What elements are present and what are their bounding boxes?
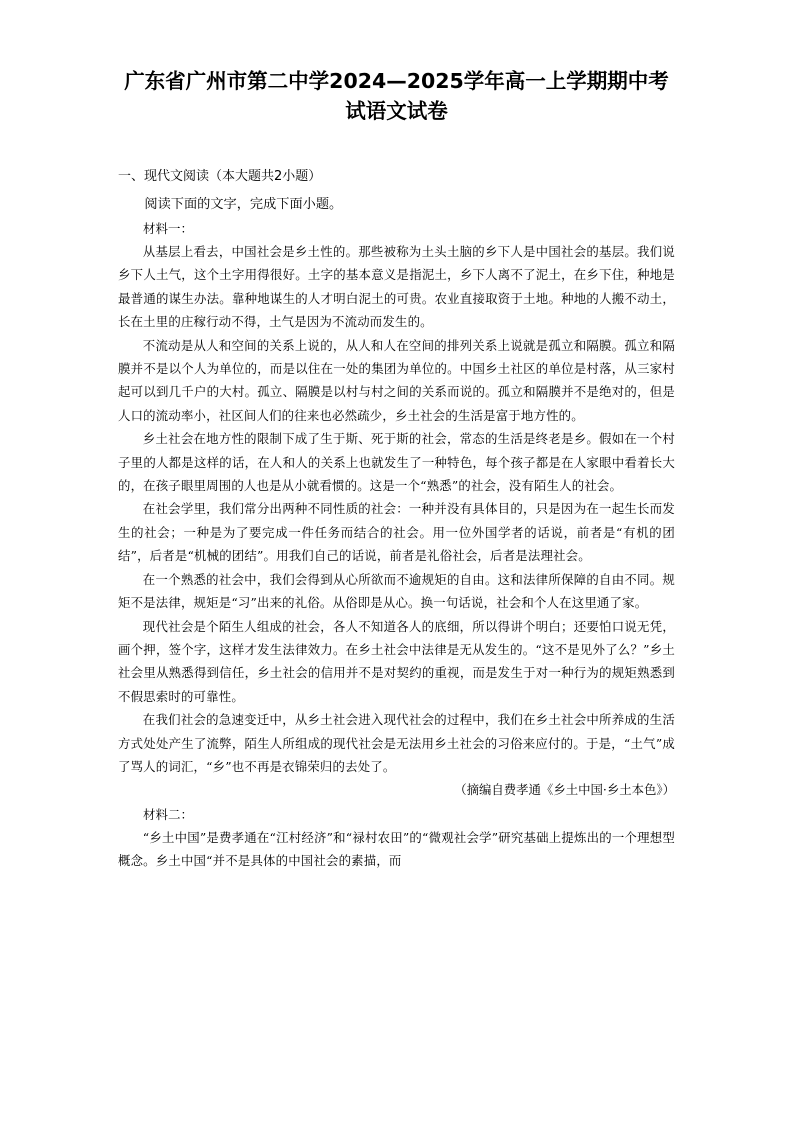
instruction: 阅读下面的文字，完成下面小题。 (144, 197, 343, 212)
material1-paragraph-6: 现代社会是个陌生人组成的社会，各人不知道各人的底细，所以得讲个明白；还要怕口说无凭，画个押，签个字，这样才发生法律效力。在乡土社会中法律是无从发生的。“这不是见外了么？”乡土社会里从熟悉得到信任，乡土社会的信用并不是对契约的重视，而是发生于对一种行为的规矩熟悉到不假思索时的可靠性。 (118, 618, 675, 704)
material1-label: 材料一： (143, 221, 194, 236)
material1-paragraph-5: 在一个熟悉的社会中，我们会得到从心所欲而不逾规矩的自由。这和法律所保障的自由不同。规矩不是法律，规矩是“习”出来的礼俗。从俗即是从心。换一句话说，社会和个人在这里通了家。 (118, 571, 675, 611)
material1-paragraph-7: 在我们社会的急速变迁中，从乡土社会进入现代社会的过程中，我们在乡土社会中所养成的生活方式处处产生了流弊，陌生人所组成的现代社会是无法用乡土社会的习俗来应付的。于是，“土气”成了骂人的词汇，“乡”也不再是衣锦荣归的去处了。 (118, 712, 675, 774)
material1-citation: （摘编自费孝通《乡土中国·乡土本色》） (454, 782, 675, 798)
title-line-1: 广东省广州市第二中学2024—2025学年高一上学期期中考 (124, 69, 669, 93)
material1-paragraph-1: 从基层上看去，中国社会是乡土性的。那些被称为土头土脑的乡下人是中国社会的基层。我们说乡下人土气，这个土字用得很好。土字的基本意义是指泥土，乡下人离不了泥土，在乡下住，种地是最普通的谋生办法。靠种地谋生的人才明白泥土的可贵。农业直接取资于土地。种地的人搬不动土，长在土里的庄稼行动不得，土气是因为不流动而发生的。 (118, 244, 675, 330)
document-title (108, 66, 685, 126)
material1-paragraph-2: 不流动是从人和空间的关系上说的，从人和人在空间的排列关系上说就是孤立和隔膜。孤立和隔膜并不是以个人为单位的，而是以住在一处的集团为单位的。中国乡土社区的单位是村落，从三家村起可以到几千户的大村。孤立、隔膜是以村与村之间的关系而说的。孤立和隔膜并不是绝对的，但是人口的流动率小，社区间人们的往来也必然疏少，乡土社会的生活是富于地方性的。 (118, 337, 675, 423)
material1-paragraph-4: 在社会学里，我们常分出两种不同性质的社会：一种并没有具体目的，只是因为在一起生长而发生的社会；一种是为了要完成一件任务而结合的社会。用一位外国学者的话说，前者是“有机的团结”，后者是“机械的团结”。用我们自己的话说，前者是礼俗社会，后者是法理社会。 (118, 501, 675, 564)
material1-paragraph-3: 乡土社会在地方性的限制下成了生于斯、死于斯的社会，常态的生活是终老是乡。假如在一个村子里的人都是这样的话，在人和人的关系上也就发生了一种特色，每个孩子都是在人家眼中看着长大的，在孩子眼里周围的人也是从小就看惯的。这是一个“熟悉”的社会，没有陌生人的社会。 (118, 431, 675, 494)
title-line-2: 试语文试卷 (345, 99, 448, 123)
material2-label: 材料二： (143, 806, 194, 822)
material2-paragraph-1: “乡土中国”是费孝通在“江村经济”和“禄村农田”的“微观社会学”研究基础上提炼出的一个理想型概念。乡土中国“并不是具体的中国社会的素描，而 (118, 829, 675, 869)
section-heading: 一、现代文阅读（本大题共2小题） (118, 169, 322, 184)
